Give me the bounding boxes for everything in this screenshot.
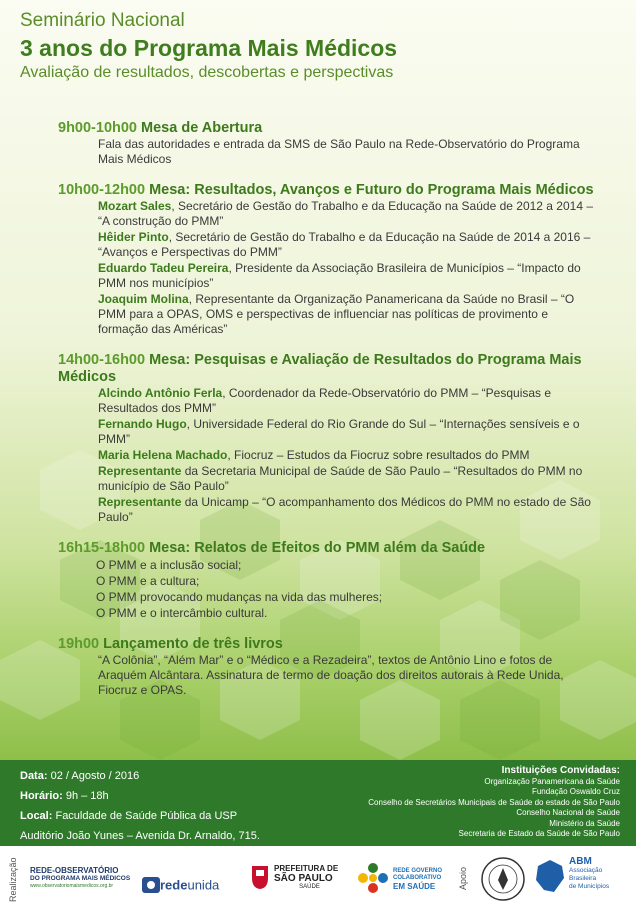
session-book-launch <box>58 636 598 698</box>
session-text: Fala das autoridades e entrada da SMS de São Paulo na Rede-Observatório do Programa Mais Médicos <box>98 137 580 166</box>
rede-governo-line2: COLABORATIVO <box>393 875 442 881</box>
session-name: Mesa de Abertura <box>141 120 263 136</box>
rede-unida-icon <box>142 877 160 893</box>
time-row <box>20 786 260 806</box>
prefeitura-line2: SÃO PAULO <box>274 873 333 884</box>
speaker-desc: , Universidade Federal do Rio Grande do Sul – “Internações sensíveis e o PMM” <box>98 417 580 446</box>
speaker-entry <box>98 495 598 525</box>
rede-obs-line1: REDE-OBSERVATÓRIO <box>30 866 119 875</box>
session-time: 19h00 <box>58 636 100 652</box>
institution-item: Fundação Oswaldo Cruz <box>531 787 620 797</box>
list-item: O PMM e a cultura; <box>96 574 200 588</box>
abm-line1: Associação <box>569 867 603 874</box>
realizacao-label: Realização <box>8 857 18 902</box>
speaker-desc: da Unicamp – “O acompanhamento dos Médicos do PMM no estado de São Paulo” <box>98 495 591 524</box>
rede-unida-text-b: unida <box>187 877 220 893</box>
auditorium-row: Auditório João Yunes – Avenida Dr. Arnaldo, 715. <box>20 830 260 842</box>
speaker-name: Alcindo Antônio Ferla <box>98 386 223 400</box>
place-value: Faculdade de Saúde Pública da USP <box>55 810 238 822</box>
session-results <box>58 182 598 337</box>
speaker-name: Hêider Pinto <box>98 230 169 244</box>
session-name: Lançamento de três livros <box>103 636 283 652</box>
session-time: 14h00-16h00 <box>58 352 146 368</box>
session-title <box>58 182 598 199</box>
event-info-band <box>0 760 636 846</box>
speaker-list <box>58 199 598 337</box>
list-item: O PMM provocando mudanças na vida das mulheres; <box>96 590 383 604</box>
speaker-name: Joaquim Molina <box>98 292 189 306</box>
speaker-desc: , Secretário de Gestão do Trabalho e da Educação na Saúde de 2014 a 2016 – “Avanços e Perspectivas do PMM” <box>98 230 591 259</box>
session-time: 16h15-18h00 <box>58 540 146 556</box>
speaker-entry <box>98 417 598 447</box>
abm-logo <box>532 856 632 896</box>
event-subtitle: Avaliação de resultados, descobertas e perspectivas <box>20 64 394 81</box>
invited-institutions <box>368 765 620 839</box>
abm-mark: ABM <box>569 856 592 867</box>
speaker-name: Maria Helena Machado <box>98 448 228 462</box>
apoio-label: Apoio <box>458 866 468 890</box>
session-opening <box>58 120 598 167</box>
speaker-name: Representante <box>98 464 182 478</box>
abm-line2: Brasileira <box>569 875 597 882</box>
place-row <box>20 806 260 826</box>
topic-list <box>58 557 598 621</box>
speaker-entry <box>98 230 598 260</box>
rede-obs-line2: DO PROGRAMA MAIS MÉDICOS <box>30 875 131 882</box>
header <box>20 8 620 84</box>
session-reports <box>58 540 598 621</box>
institution-item: Secretaria de Estado da Saúde de São Paulo <box>458 829 620 839</box>
speaker-entry <box>98 448 598 463</box>
logos-strip <box>0 846 636 911</box>
session-title <box>58 120 598 137</box>
session-title <box>58 540 598 557</box>
speaker-entry <box>98 292 598 337</box>
session-name: Mesa: Relatos de Efeitos do PMM além da Saúde <box>149 540 486 556</box>
session-title <box>58 636 598 653</box>
rede-governo-line3: EM SAÚDE <box>393 882 436 891</box>
event-details <box>20 766 260 846</box>
speaker-desc: , Secretário de Gestão do Trabalho e da Educação na Saúde de 2012 a 2014 – “A construção do PMM” <box>98 199 594 228</box>
institution-item: Conselho Nacional de Saúde <box>516 808 620 818</box>
invited-title: Instituições Convidadas: <box>501 765 620 776</box>
seminar-label: Seminário Nacional <box>20 10 185 31</box>
date-label: Data: <box>20 770 48 782</box>
institution-item: Ministério da Saúde <box>549 818 620 828</box>
colaborativo-cross-icon <box>357 862 389 894</box>
abm-line3: de Municípios <box>569 883 610 890</box>
speaker-entry <box>98 199 598 229</box>
date-value: 02 / Agosto / 2016 <box>50 770 140 782</box>
speaker-entry <box>98 464 598 494</box>
usp-fsp-seal <box>480 856 526 902</box>
time-label: Horário: <box>20 790 63 802</box>
rede-observatorio-logo <box>30 866 135 890</box>
place-label: Local: <box>20 810 53 822</box>
prefeitura-line1: PREFEITURA DE <box>274 864 339 873</box>
speaker-name: Eduardo Tadeu Pereira <box>98 261 229 275</box>
rede-unida-logo <box>142 876 219 894</box>
institution-item: Organização Panamericana da Saúde <box>484 777 620 786</box>
list-item: O PMM e o intercâmbio cultural. <box>96 606 268 620</box>
session-research <box>58 352 598 525</box>
session-name: Mesa: Pesquisas e Avaliação de Resultados do Programa Mais Médicos <box>58 352 582 385</box>
speaker-name: Mozart Sales <box>98 199 172 213</box>
speaker-entry <box>98 261 598 291</box>
usp-seal-icon <box>480 856 526 902</box>
event-title: 3 anos do Programa Mais Médicos <box>20 35 398 61</box>
speaker-desc: , Fiocruz – Estudos da Fiocruz sobre resultados do PMM <box>227 448 530 462</box>
rede-unida-text-a: rede <box>160 877 188 893</box>
session-time: 9h00-10h00 <box>58 120 137 136</box>
rede-governo-logo <box>357 862 457 894</box>
speaker-desc: , Presidente da Associação Brasileira de Municípios – “Impacto do PMM nos municípios” <box>98 261 581 290</box>
session-text: “A Colônia”, “Além Mar” e o “Médico e a Rezadeira”, textos de Antônio Lino e fotos de Araquém Alcântara. Assinatura de termo de doação dos direitos autorais à Rede Unida, Fiocruz e OPAS. <box>98 653 564 697</box>
session-title <box>58 352 598 386</box>
session-name: Mesa: Resultados, Avanços e Futuro do Programa Mais Médicos <box>149 182 594 198</box>
speaker-desc: , Coordenador da Rede-Observatório do PMM – “Pesquisas e Resultados dos PMM” <box>98 386 552 415</box>
prefeitura-logo <box>250 864 345 891</box>
time-value: 9h – 18h <box>65 790 109 802</box>
list-item: O PMM e a inclusão social; <box>96 558 242 572</box>
speaker-name: Fernando Hugo <box>98 417 187 431</box>
speaker-entry <box>98 386 598 416</box>
rede-governo-line1: REDE GOVERNO <box>393 868 443 874</box>
program <box>58 120 598 713</box>
rede-obs-url: www.observatoriomaismedicos.org.br <box>30 883 114 889</box>
date-row <box>20 766 260 786</box>
sao-paulo-crest-icon <box>250 864 270 890</box>
institution-item: Conselho de Secretários Municipais de Saúde do estado de São Paulo <box>368 797 620 807</box>
brazil-map-icon <box>532 856 566 896</box>
speaker-name: Representante <box>98 495 182 509</box>
speaker-desc: , Representante da Organização Panamericana da Saúde no Brasil – “O PMM para a OPAS, OMS e perspectivas de influenciar nas políticas de provimento e formação das Américas” <box>98 292 575 336</box>
session-time: 10h00-12h00 <box>58 182 146 198</box>
speaker-list <box>58 386 598 525</box>
speaker-desc: da Secretaria Municipal de Saúde de São Paulo – “Resultados do PMM no município de São Paulo” <box>98 464 583 493</box>
prefeitura-line3: SAÚDE <box>299 884 320 890</box>
